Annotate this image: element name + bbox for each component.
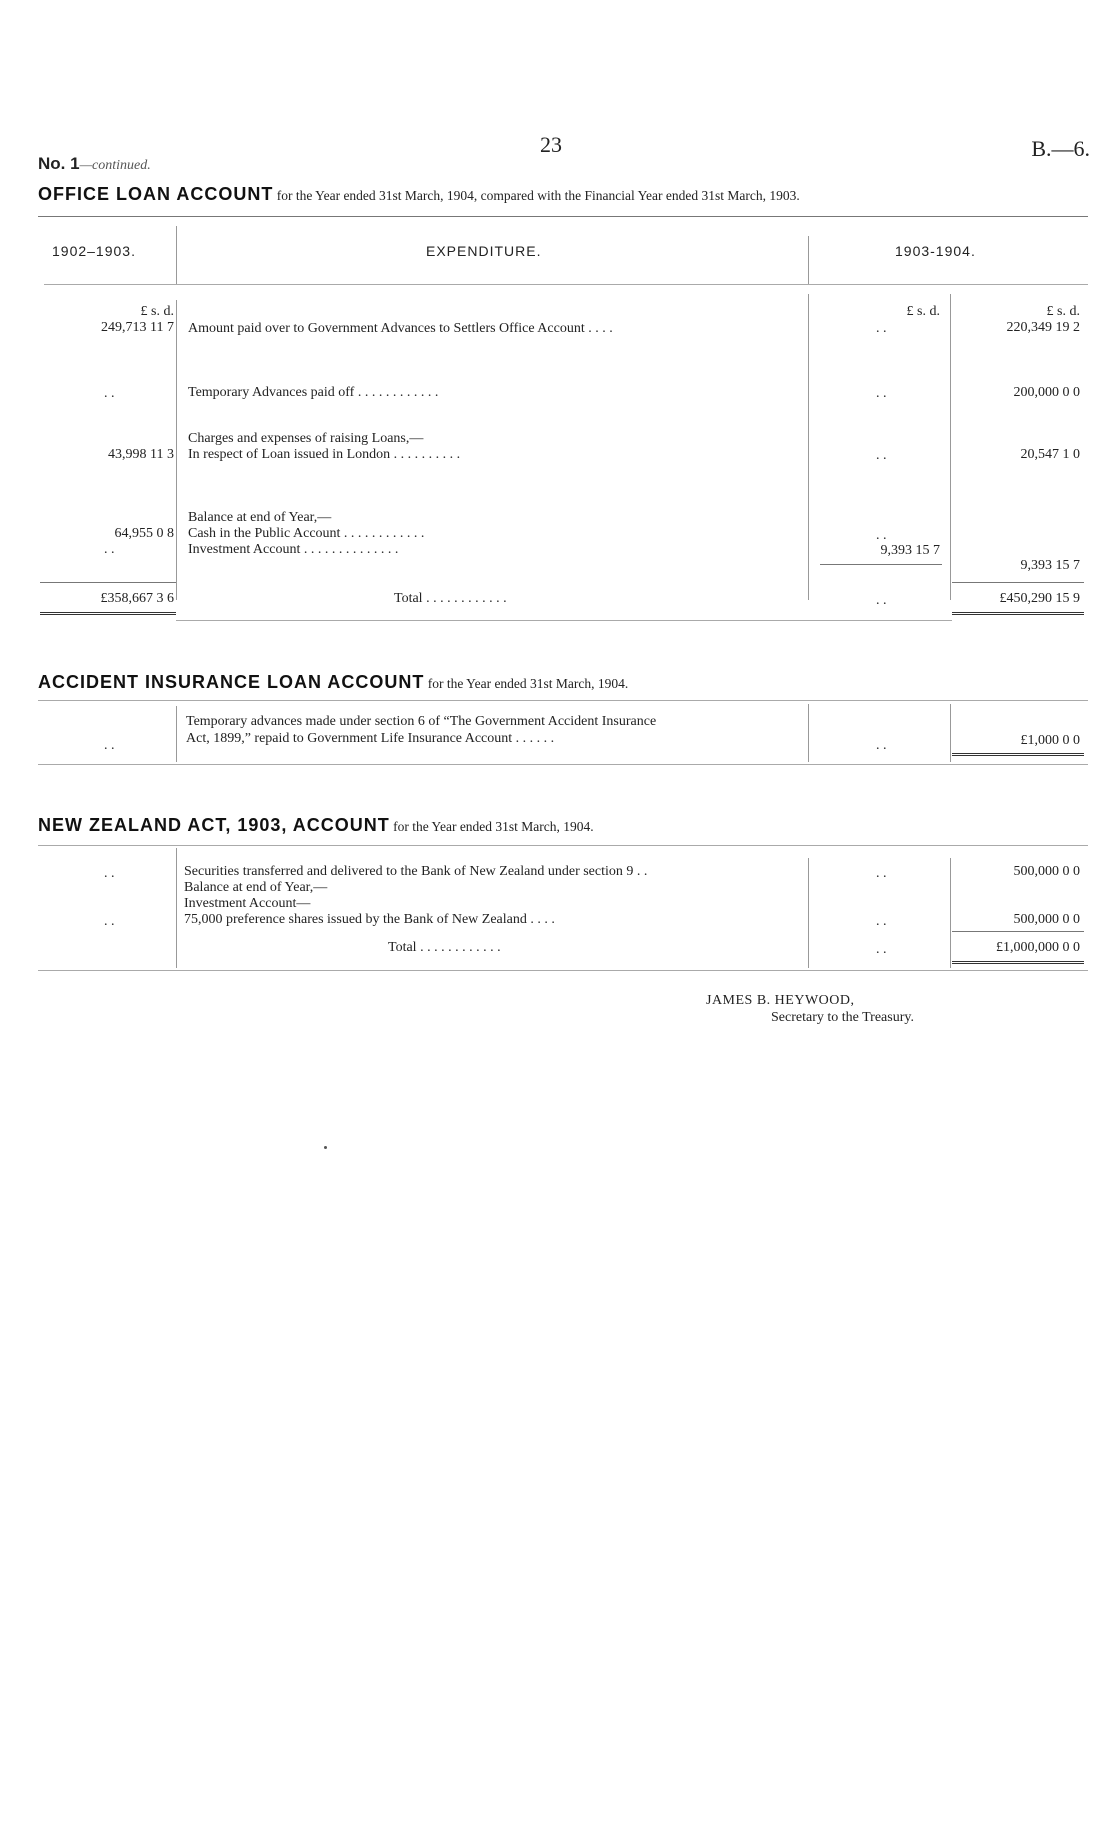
total-cur-amount: £1,000,000 0 0 <box>996 940 1080 955</box>
row-description: Investment Account . . . . . . . . . . . . . . <box>188 542 399 557</box>
total-rule <box>952 931 1084 932</box>
col-divider <box>808 858 809 968</box>
row-mid-amount: . . <box>876 914 887 929</box>
no-label: No. 1 <box>38 154 80 173</box>
row-prev-amount: 64,955 0 8 <box>114 526 174 541</box>
row-cur-amount: 9,393 15 7 <box>1020 558 1080 573</box>
ink-speck <box>324 1146 327 1149</box>
header-rule <box>44 284 1088 285</box>
table-top-rule <box>38 216 1088 217</box>
row-cur-amount: 220,349 19 2 <box>1006 320 1080 335</box>
row-prev-amount: . . <box>104 542 115 557</box>
row-description: In respect of Loan issued in London . . . . . . . . . . <box>188 447 461 462</box>
row-mid-amount: . . <box>876 321 887 336</box>
table-top-rule <box>38 700 1088 701</box>
row-description: 75,000 preference shares issued by the Bank of New Zealand . . . . <box>184 912 555 927</box>
total-cur-amount: £450,290 15 9 <box>999 591 1080 606</box>
col-header-expenditure: EXPENDITURE. <box>426 243 542 259</box>
unit-cur: £ s. d. <box>1046 304 1080 319</box>
total-prev-amount: £358,667 3 6 <box>100 591 174 606</box>
row-prev-amount: . . <box>104 914 115 929</box>
row-cur-amount: 500,000 0 0 <box>1013 912 1080 927</box>
total-double-rule <box>40 612 176 615</box>
row-description: Act, 1899,” repaid to Government Life Insurance Account . . . . . . <box>186 731 555 746</box>
total-double-rule <box>952 612 1084 615</box>
nz-act-subtitle: for the Year ended 31st March, 1904. <box>393 819 594 834</box>
office-loan-heading <box>38 184 800 205</box>
row-description: Balance at end of Year,— <box>184 880 328 895</box>
office-loan-subtitle: for the Year ended 31st March, 1904, compared with the Financial Year ended 31st March, 1903. <box>276 188 800 203</box>
row-description: Cash in the Public Account . . . . . . . . . . . . <box>188 526 425 541</box>
col-divider <box>176 300 177 600</box>
signature-title: Secretary to the Treasury. <box>771 1010 914 1025</box>
row-description: Amount paid over to Government Advances to Settlers Office Account . . . . <box>188 321 613 336</box>
row-mid-amount: . . <box>876 866 887 881</box>
row-mid-amount: . . <box>876 448 887 463</box>
row-description: Temporary Advances paid off . . . . . . . . . . . . <box>188 385 439 400</box>
col-divider <box>176 226 177 284</box>
col-divider <box>950 704 951 762</box>
total-rule <box>40 582 176 583</box>
continued-text: —continued. <box>79 158 151 173</box>
accident-title: ACCIDENT INSURANCE LOAN ACCOUNT <box>38 672 425 692</box>
row-description: Temporary advances made under section 6 of “The Government Accident Insurance <box>186 714 657 729</box>
col-divider <box>808 704 809 762</box>
accident-heading <box>38 672 628 693</box>
nz-act-title: NEW ZEALAND ACT, 1903, ACCOUNT <box>38 815 390 835</box>
col-header-prev: 1902–1903. <box>52 243 136 259</box>
row-description: Charges and expenses of raising Loans,— <box>188 431 424 446</box>
col-divider <box>950 294 951 600</box>
row-prev-amount: . . <box>104 386 115 401</box>
row-cur-amount: 500,000 0 0 <box>1013 864 1080 879</box>
unit-prev: £ s. d. <box>140 304 174 319</box>
total-double-rule <box>952 753 1084 756</box>
row-mid-amount: . . <box>876 386 887 401</box>
continued-label <box>38 154 151 174</box>
row-cur-amount: £1,000 0 0 <box>1020 733 1080 748</box>
col-divider <box>950 858 951 968</box>
col-header-current: 1903-1904. <box>895 243 976 259</box>
col-divider <box>808 294 809 600</box>
total-rule <box>952 582 1084 583</box>
subtotal-rule <box>820 564 942 565</box>
accident-subtitle: for the Year ended 31st March, 1904. <box>427 676 629 691</box>
row-cur-amount: 20,547 1 0 <box>1020 447 1080 462</box>
col-divider <box>808 236 809 284</box>
table-top-rule <box>38 845 1088 846</box>
row-description: Balance at end of Year,— <box>188 510 332 525</box>
document-code: B.—6. <box>1031 136 1090 161</box>
row-description: Securities transferred and delivered to the Bank of New Zealand under section 9 . . <box>184 864 648 879</box>
total-double-rule <box>952 961 1084 964</box>
total-mid-amount: . . <box>876 942 887 957</box>
row-prev-amount: 43,998 11 3 <box>108 447 174 462</box>
row-prev-amount: . . <box>104 866 115 881</box>
row-mid-amount: . . <box>876 528 887 543</box>
unit-mid: £ s. d. <box>906 304 940 319</box>
row-description: Investment Account— <box>184 896 311 911</box>
col-divider <box>176 706 177 762</box>
office-loan-title: OFFICE LOAN ACCOUNT <box>38 184 274 204</box>
signature-name: JAMES B. HEYWOOD, <box>706 993 855 1008</box>
row-prev-amount: 249,713 11 7 <box>101 320 174 335</box>
page-number: 23 <box>540 132 562 157</box>
total-mid-amount: . . <box>876 593 887 608</box>
row-prev-amount: . . <box>104 738 115 753</box>
table-bottom-rule <box>38 764 1088 765</box>
total-label: Total . . . . . . . . . . . . <box>388 940 501 955</box>
row-mid-amount: 9,393 15 7 <box>880 543 940 558</box>
total-label: Total . . . . . . . . . . . . <box>394 591 507 606</box>
table-bottom-rule <box>176 620 952 621</box>
row-mid-amount: . . <box>876 738 887 753</box>
table-bottom-rule <box>38 970 1088 971</box>
col-divider <box>176 848 177 968</box>
row-cur-amount: 200,000 0 0 <box>1013 385 1080 400</box>
nz-act-heading <box>38 815 594 836</box>
